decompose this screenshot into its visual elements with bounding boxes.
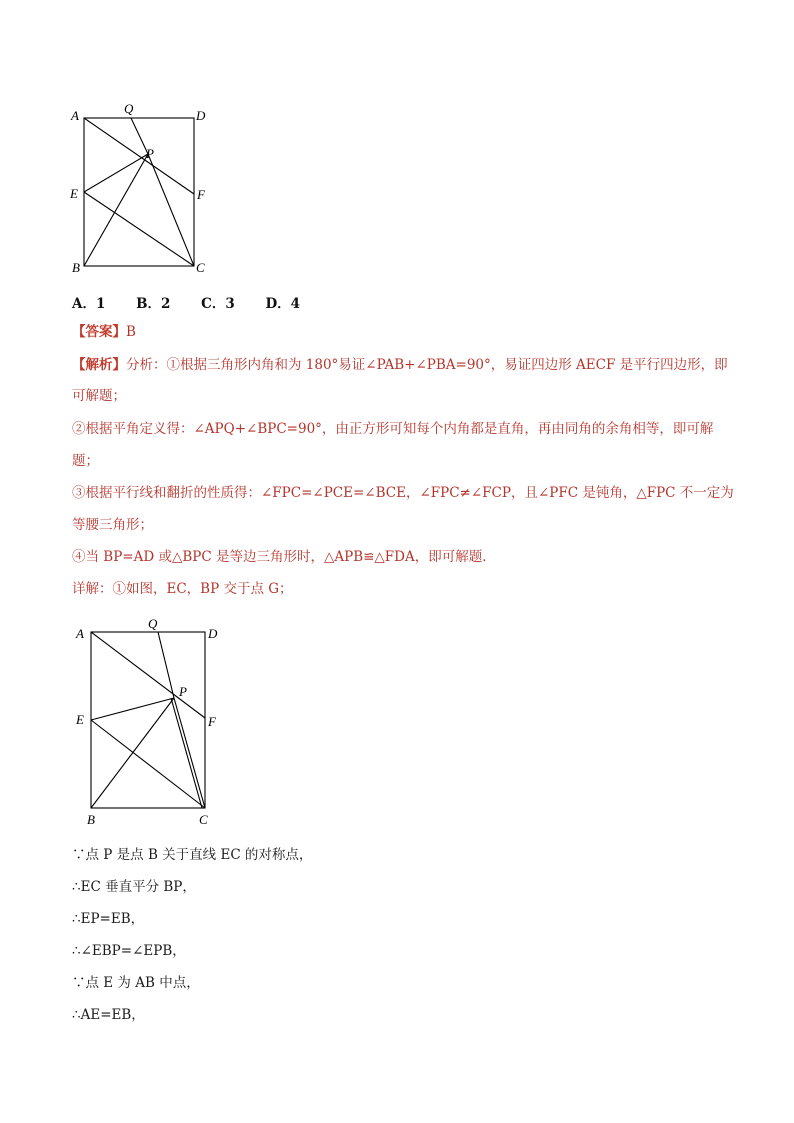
answer-line xyxy=(72,322,136,342)
fig1-label-c: C xyxy=(196,260,205,275)
fig2-label-f: F xyxy=(208,714,216,729)
analysis-line-3: ②根据平角定义得：∠APQ+∠BPC=90°，由正方形可知每个内角都是直角，再由同角的余角相等，即可解 xyxy=(72,421,714,437)
choice-c: C．3 xyxy=(201,296,235,312)
fig2-label-b: B xyxy=(87,812,95,827)
analysis-line-8: 详解：①如图，EC，BP 交于点 G； xyxy=(72,581,293,597)
analysis-line-7: ④当 BP=AD 或△BPC 是等边三角形时，△APB≌△FDA，即可解题． xyxy=(72,549,496,565)
choice-a: A．1 xyxy=(72,296,106,312)
answer-value: B xyxy=(126,324,136,340)
geometry-figure-2 xyxy=(72,612,222,830)
fig1-label-d: D xyxy=(196,108,206,123)
fig2-label-c: C xyxy=(199,812,208,827)
analysis-line-4: 题； xyxy=(72,453,99,469)
answer-choices xyxy=(72,292,326,312)
proof-line-5: ∵点 E 为 AB 中点， xyxy=(72,975,200,991)
analysis-line-5: ③根据平行线和翻折的性质得：∠FPC=∠PCE=∠BCE，∠FPC≠∠FCP，且∠PFC 是钝角，△FPC 不一定为 xyxy=(72,485,734,501)
proof-line-3: ∴EP=EB， xyxy=(72,911,145,927)
proof-line-6: ∴AE=EB， xyxy=(72,1007,145,1023)
answer-tag: 【答案】 xyxy=(72,324,126,340)
fig1-label-e: E xyxy=(70,186,78,201)
fig2-label-a: A xyxy=(76,626,84,641)
fig2-label-p: P xyxy=(179,684,187,699)
analysis-line-6: 等腰三角形； xyxy=(72,517,153,533)
proof-line-2: ∴EC 垂直平分 BP， xyxy=(72,879,196,895)
analysis-line-1 xyxy=(72,355,728,375)
fig1-label-p: P xyxy=(146,146,154,161)
choice-b: B．2 xyxy=(136,296,171,312)
fig2-label-q: Q xyxy=(148,616,158,631)
analysis-tag: 【解析】 xyxy=(72,357,126,373)
analysis-text-1: 分析：①根据三角形内角和为 180°易证∠PAB+∠PBA=90°，易证四边形 AECF 是平行四边形，即 xyxy=(126,357,728,373)
choice-d: D．4 xyxy=(265,296,301,312)
proof-line-4: ∴∠EBP=∠EPB， xyxy=(72,943,186,959)
fig1-label-f: F xyxy=(197,187,205,202)
fig1-label-b: B xyxy=(72,260,80,275)
fig1-label-q: Q xyxy=(124,101,134,116)
geometry-figure-1 xyxy=(66,98,216,280)
fig2-label-d: D xyxy=(208,626,218,641)
fig1-label-a: A xyxy=(71,108,79,123)
fig2-label-e: E xyxy=(76,712,84,727)
analysis-line-2: 可解题； xyxy=(72,388,126,404)
proof-line-1: ∵点 P 是点 B 关于直线 EC 的对称点， xyxy=(72,847,313,863)
